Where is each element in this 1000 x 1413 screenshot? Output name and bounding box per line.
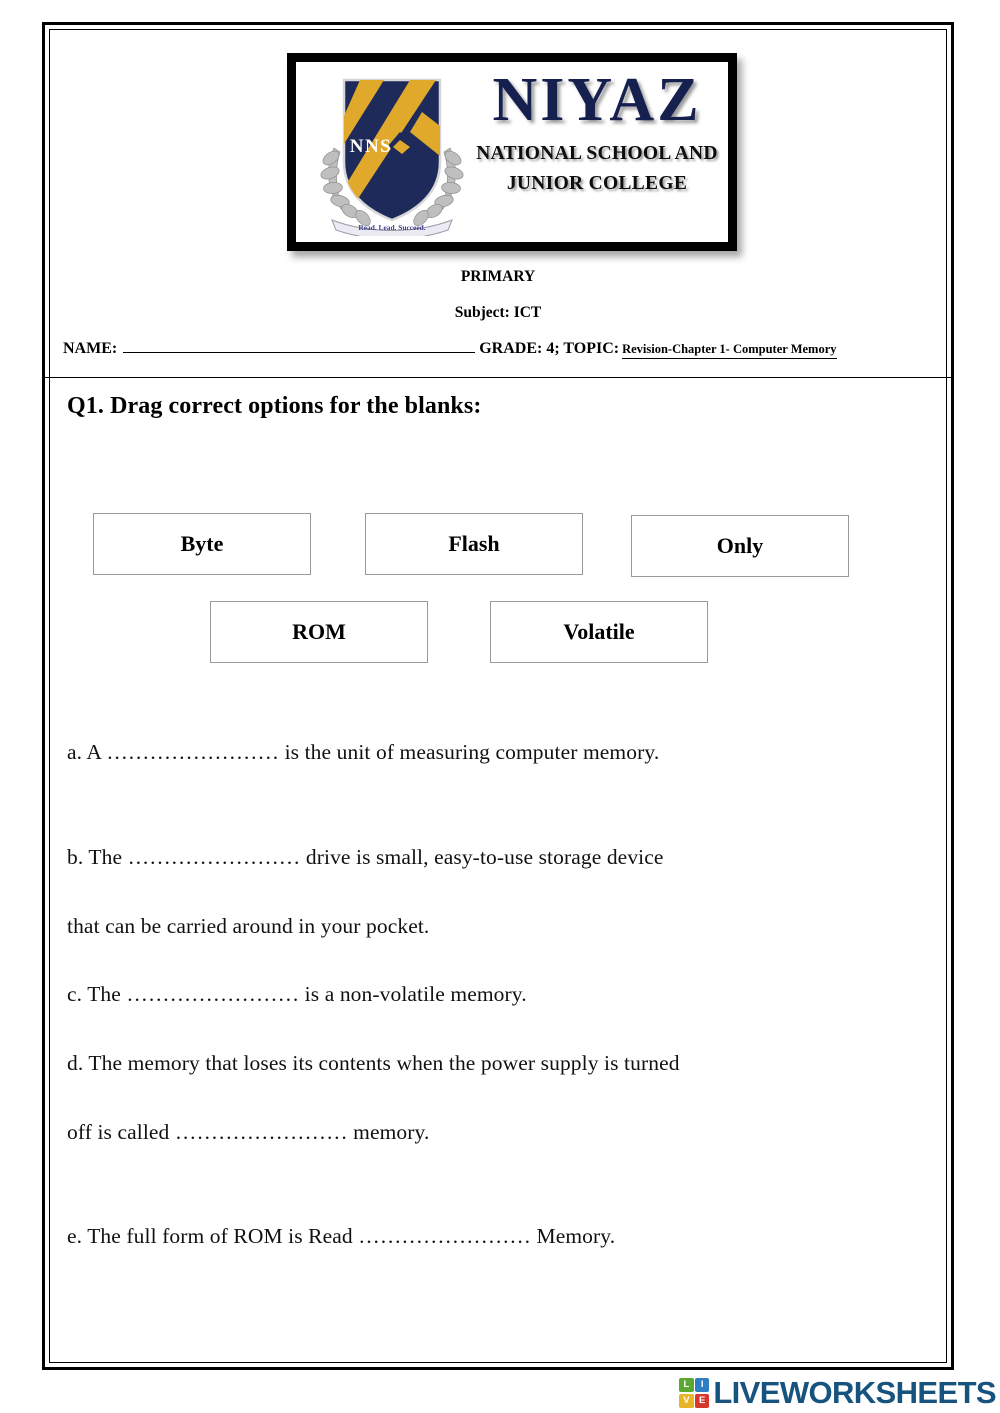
worksheet-header xyxy=(45,25,951,355)
brand-text-block xyxy=(472,68,722,200)
brand-subtitle-line-1: NATIONAL SCHOOL AND xyxy=(476,143,718,165)
name-label: NAME: xyxy=(63,340,118,357)
name-grade-topic-row xyxy=(63,337,941,367)
blank-item-c: c. The …………………… is a non-volatile memory. xyxy=(67,982,527,1006)
option-chip-rom[interactable]: ROM xyxy=(210,601,428,663)
blank-item-b: b. The …………………… drive is small, easy-to-use storage device xyxy=(67,845,664,869)
topic-value: Revision-Chapter 1- Computer Memory xyxy=(622,342,836,359)
option-chip-byte[interactable]: Byte xyxy=(93,513,311,575)
school-logo-inner xyxy=(296,62,728,242)
worksheet-page xyxy=(42,22,954,1370)
blank-item-a: a. A …………………… is the unit of measuring computer memory. xyxy=(67,740,660,764)
liveworksheets-footer xyxy=(679,1375,996,1411)
level-label: PRIMARY xyxy=(460,268,536,285)
lw-tile-i: I xyxy=(695,1378,709,1392)
blank-item-d-cont: off is called …………………… memory. xyxy=(67,1120,430,1144)
option-chip-flash[interactable]: Flash xyxy=(365,513,583,575)
blank-item-b-cont: that can be carried around in your pocket. xyxy=(67,914,430,938)
header-divider xyxy=(45,377,951,378)
name-input[interactable] xyxy=(123,337,475,353)
school-crest-icon xyxy=(314,70,470,236)
brand-name: NIYAZ xyxy=(492,66,702,134)
crest-motto: Read. Lead. Succeed. xyxy=(358,223,426,232)
blank-item-e: e. The full form of ROM is Read …………………… Memory. xyxy=(67,1224,616,1248)
crest-initials: NNS xyxy=(349,136,393,157)
brand-subtitle-line-2: JUNIOR COLLEGE xyxy=(506,173,688,195)
lw-tile-v: V xyxy=(679,1394,693,1408)
lw-tile-e: E xyxy=(695,1394,709,1408)
school-logo xyxy=(287,53,737,251)
blank-item-d: d. The memory that loses its contents when the power supply is turned xyxy=(67,1051,680,1075)
option-chip-only[interactable]: Only xyxy=(631,515,849,577)
subject-label: Subject: ICT xyxy=(454,304,542,321)
lw-tile-l: L xyxy=(679,1378,693,1392)
grade-topic-label: GRADE: 4; TOPIC: xyxy=(479,340,620,357)
option-chip-volatile[interactable]: Volatile xyxy=(490,601,708,663)
question-heading: Q1. Drag correct options for the blanks: xyxy=(67,393,482,419)
liveworksheets-wordmark: LIVEWORKSHEETS xyxy=(713,1375,996,1410)
liveworksheets-logo-icon xyxy=(679,1378,709,1408)
